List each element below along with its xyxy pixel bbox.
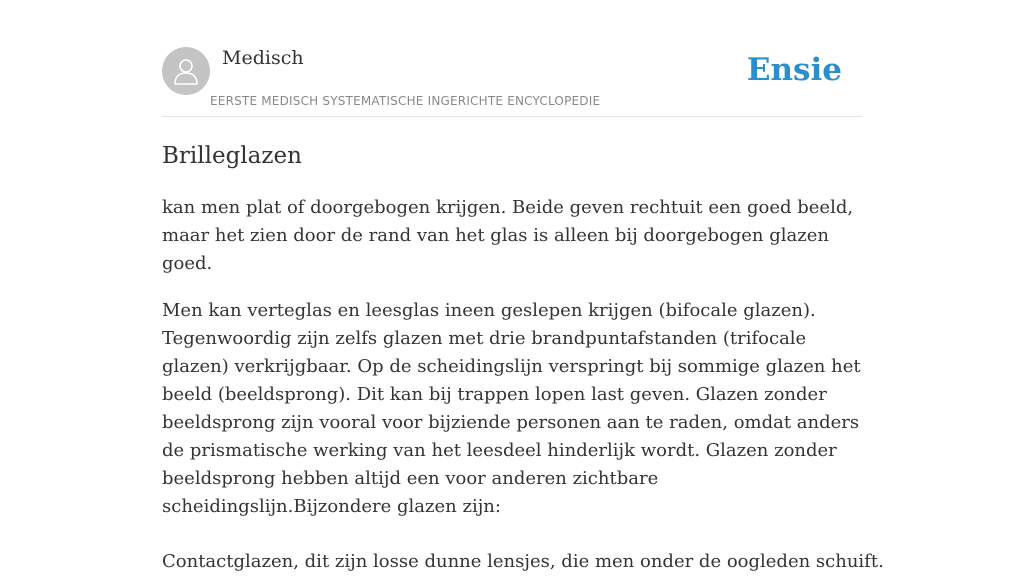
article-paragraph: Contactglazen, dit zijn losse dunne lensjes, die men onder de oogleden schuift.: [162, 551, 884, 572]
brand-logo[interactable]: Ensie: [746, 52, 842, 88]
user-icon: [172, 56, 200, 86]
site-name[interactable]: Medisch: [222, 47, 304, 69]
site-header: [162, 0, 862, 117]
avatar[interactable]: [162, 47, 210, 95]
page-container: [162, 0, 884, 576]
page-title: Brilleglazen: [162, 143, 302, 169]
site-tagline: EERSTE MEDISCH SYSTEMATISCHE INGERICHTE ENCYCLOPEDIE: [210, 94, 601, 108]
article-paragraph: kan men plat of doorgebogen krijgen. Beide geven rechtuit een goed beeld, maar het zien door de rand van het glas is alleen bij doorgebogen glazen goed.: [162, 197, 854, 274]
article-paragraph: Men kan verteglas en leesglas ineen geslepen krijgen (bifocale glazen). Tegenwoordig zijn zelfs glazen met drie brandpuntafstanden (trifocale glazen) verkrijgbaar. Op de scheidingslijn verspringt bij sommige glazen het beeld (beeldsprong). Dit kan bij trappen lopen last geven. Glazen zonder beeldsprong zijn vooral voor bijziende personen aan te raden, omdat anders de prismatische werking van het leesdeel hinderlijk wordt. Glazen zonder beeldsprong hebben altijd een voor anderen zichtbare scheidingslijn.Bijzondere glazen zijn:: [162, 300, 861, 517]
